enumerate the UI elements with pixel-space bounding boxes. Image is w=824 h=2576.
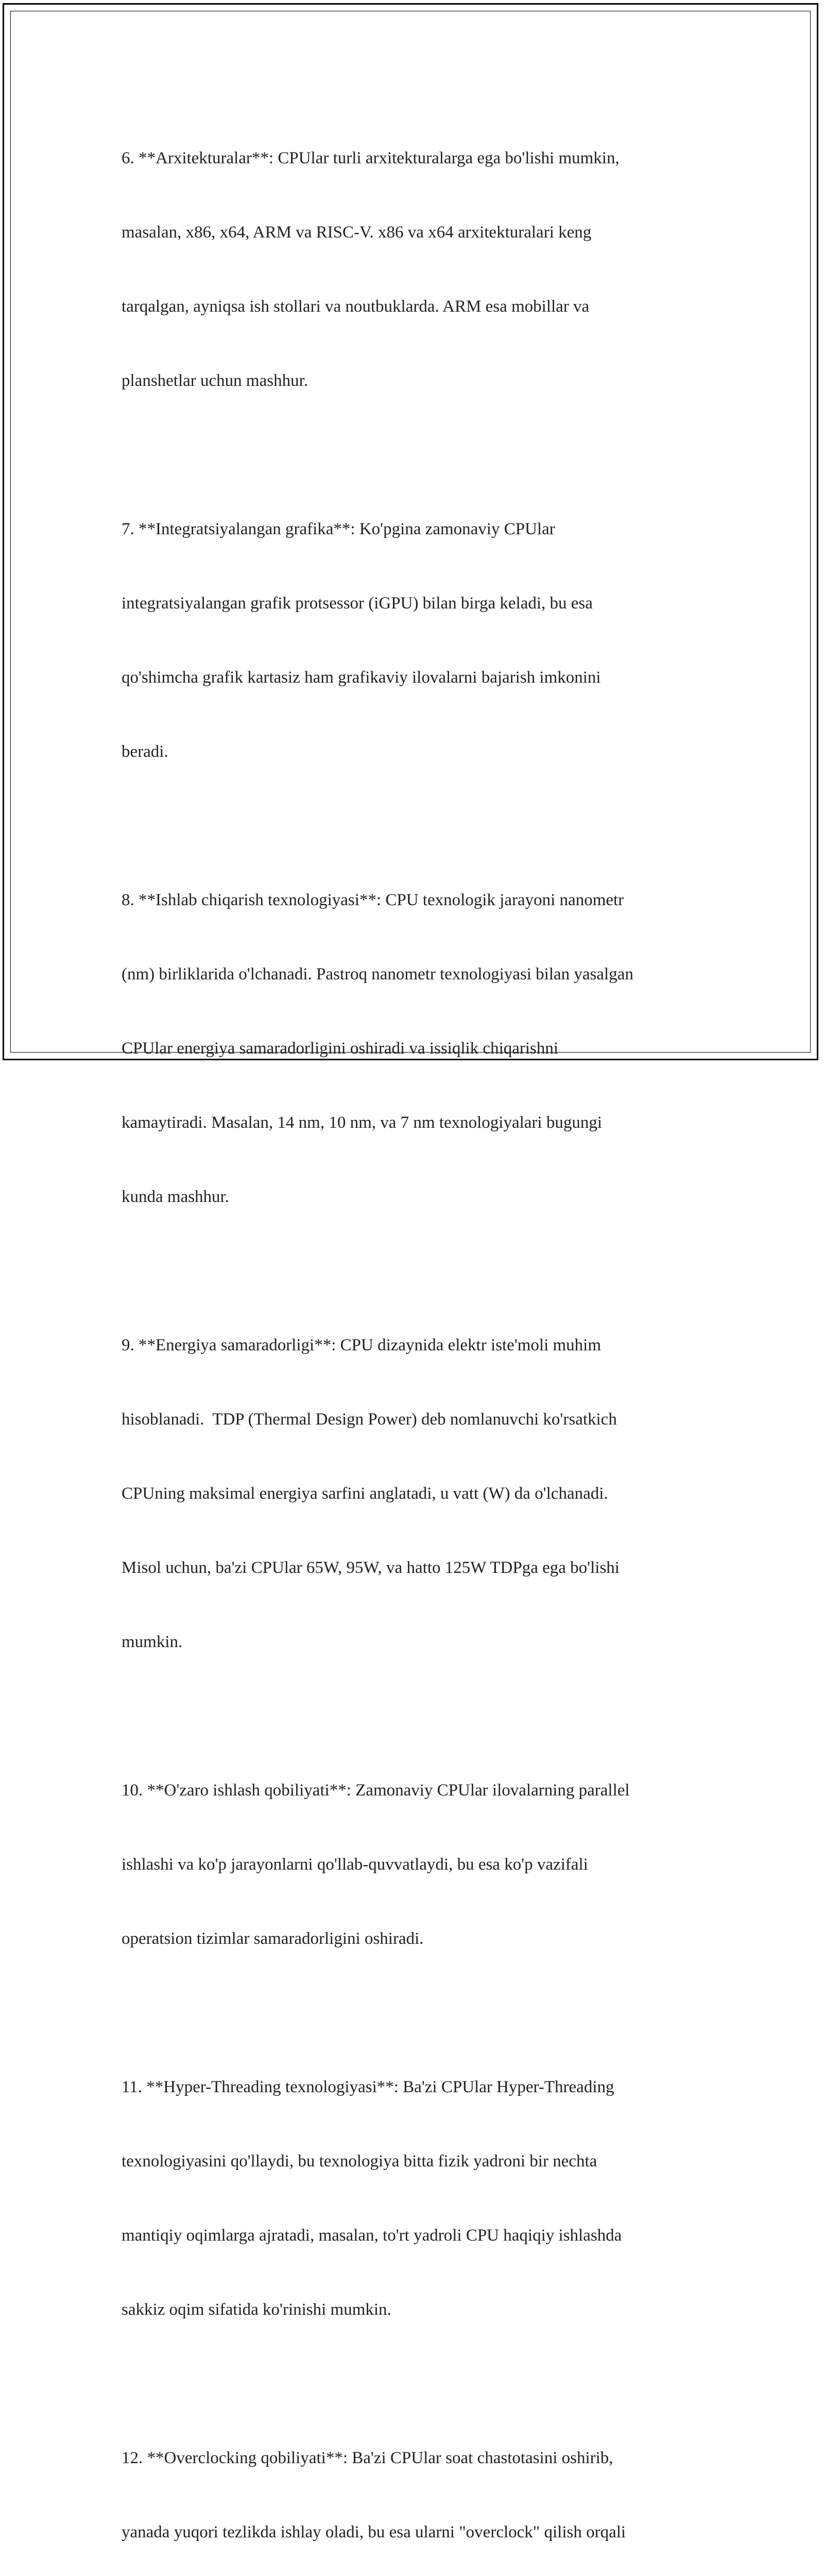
text-line: kamaytiradi. Masalan, 14 nm, 10 nm, va 7 nm texnologiyalari bugungi (122, 1113, 602, 1132)
text-line: CPUlar energiya samaradorligini oshiradi va issiqlik chiqarishni (122, 1039, 559, 1058)
text-line: 6. **Arxitekturalar**: CPUlar turli arxitekturalarga ega bo'lishi mumkin, (122, 149, 620, 167)
text-line: hisoblanadi. TDP (Thermal Design Power) deb nomlanuvchi ko'rsatkich (122, 1410, 617, 1429)
text-line: mantiqiy oqimlarga ajratadi, masalan, to'rt yadroli CPU haqiqiy ishlashda (122, 2226, 622, 2245)
text-line: Misol uchun, ba'zi CPUlar 65W, 95W, va hatto 125W TDPga ega bo'lishi (122, 1558, 620, 1577)
text-line: 8. **Ishlab chiqarish texnologiyasi**: CPU texnologik jarayoni nanometr (122, 891, 624, 909)
text-line: (nm) birliklarida o'lchanadi. Pastroq nanometr texnologiyasi bilan yasalgan (122, 965, 633, 984)
text-line: operatsion tizimlar samaradorligini oshiradi. (122, 1929, 424, 1948)
paragraph-interoperability (122, 1728, 706, 2001)
text-line: masalan, x86, x64, ARM va RISC-V. x86 va x64 arxitekturalari keng (122, 223, 592, 242)
paragraph-overclocking (122, 2396, 706, 2576)
text-line: beradi. (122, 742, 168, 761)
text-line: CPUning maksimal energiya sarfini anglatadi, u vatt (W) da o'lchanadi. (122, 1484, 608, 1503)
text-line: planshetlar uchun mashhur. (122, 371, 308, 390)
paragraph-architectures (122, 96, 706, 443)
paragraph-hyper-threading (122, 2025, 706, 2371)
document-body (122, 96, 706, 2576)
paragraph-manufacturing-technology (122, 838, 706, 1259)
text-line: 7. **Integratsiyalangan grafika**: Ko'pgina zamonaviy CPUlar (122, 520, 555, 538)
text-line: yanada yuqori tezlikda ishlay oladi, bu esa ularni "overclock" qilish orqali (122, 2523, 626, 2541)
text-line: 12. **Overclocking qobiliyati**: Ba'zi CPUlar soat chastotasini oshirib, (122, 2449, 613, 2467)
paragraph-energy-efficiency (122, 1283, 706, 1704)
text-line: 9. **Energiya samaradorligi**: CPU dizaynida elektr iste'moli muhim (122, 1336, 601, 1354)
text-line: ishlashi va ko'p jarayonlarni qo'llab-quvvatlaydi, bu esa ko'p vazifali (122, 1855, 588, 1874)
text-line: 11. **Hyper-Threading texnologiyasi**: Ba'zi CPUlar Hyper-Threading (122, 2078, 614, 2096)
text-line: kunda mashhur. (122, 1188, 229, 1206)
text-line: qo'shimcha grafik kartasiz ham grafikaviy ilovalarni bajarish imkonini (122, 668, 601, 687)
text-line: texnologiyasini qo'llaydi, bu texnologiya bitta fizik yadroni bir nechta (122, 2152, 597, 2171)
paragraph-integrated-graphics (122, 467, 706, 814)
text-line: integratsiyalangan grafik protsessor (iGPU) bilan birga keladi, bu esa (122, 594, 593, 613)
text-line: 10. **O'zaro ishlash qobiliyati**: Zamonaviy CPUlar ilovalarning parallel (122, 1781, 630, 1800)
text-line: mumkin. (122, 1633, 183, 1651)
text-line: sakkiz oqim sifatida ko'rinishi mumkin. (122, 2300, 391, 2319)
text-line: tarqalgan, ayniqsa ish stollari va noutbuklarda. ARM esa mobillar va (122, 297, 590, 316)
